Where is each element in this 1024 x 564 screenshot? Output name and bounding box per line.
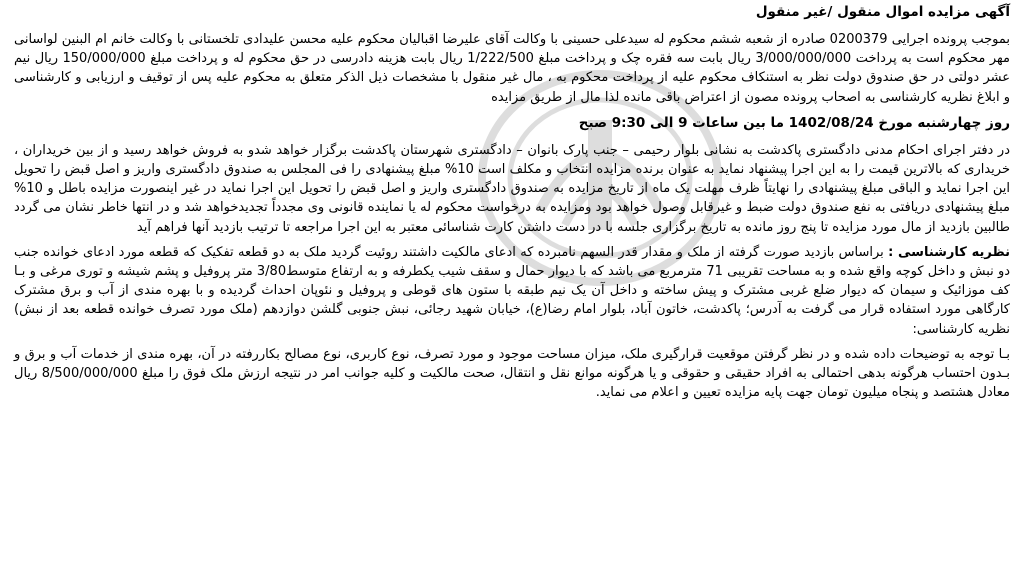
auction-date: روز چهارشنبه مورخ 1402/08/24 ما بین ساعات 9 الی 9:30 صبح bbox=[578, 114, 1010, 131]
notice-title: آگهی مزایده اموال منقول /غیر منقول bbox=[755, 4, 1010, 20]
expert-opinion-text: براساس بازدید صورت گرفته از ملک و مقدار قدر السهم نامبرده که ادعای مالکیت داشتند روئیت گردید ملک به دو قطعه تفکیک که قطعه مورد ادعای خوانده جنب دو نبش و داخل کوچه واقع شده و به مساحت تقریبی 71 مترمربع می باشد که با دیوار حمال و سقف شیب یکطرفه و به ارتفاع متوسط3/80 متر پروفیل و پشم شیشه و توری مرغی و بـا کف موزائیک و سیمان که دیوار ضلع غربی مشترک و پیش ساخته و داخل آن یک نیم طبقه با ستون های قوطی و پروفیل و نئوپان احداث گردیده و با بهره مندی از آب و برق مشترک کارگاهی مورد استفاده قرار می گرفت به آدرس؛ پاکدشت، خاتون آباد، بلوار امام رضا(ع)، خیابان شهید رجائی، نبش جنوبی گلشن دوازدهم (ملک مورد تصرف خوانده قطعه بعد از نبش) نظریه کارشناسی: bbox=[14, 244, 1011, 337]
expert-opinion-label: نظریه کارشناسی : bbox=[888, 244, 1010, 260]
expert-opinion-paragraph bbox=[14, 243, 1010, 339]
valuation-paragraph: بـا توجه به توضیحات داده شده و در نظر گرفتن موقعیت قرارگیری ملک، میزان مساحت موجود و مورد تصرف، نوع کاربری، نوع مصالح بکاررفته در آن، بهره مندی از خدمات آب و برق و بـدون احتساب هرگونه بدهی احتمالی به افراد حقیقی و حقوقی و یا هرگونه موانع نقل و انتقال، صحت مالکیت و کلیه جوانب امر در نتیجه ارزش ملک فوق را مبلغ 8/500/000/000 ریال معادل هشتصد و پنجاه میلیون تومان جهت پایه مزایده تعیین و اعلام می نماید. bbox=[14, 346, 1011, 401]
auction-conditions: در دفتر اجرای احکام مدنی دادگستری پاکدشت به نشانی بلوار رحیمی – جنب پارک بانوان – دادگستری شهرستان پاکدشت برگزار خواهد شدو به فروش خواهد رسید و از بین خریداران ، خریداری که بالاترین قیمت را به این اجرا پیشنهاد نماید به عنوان برنده مزایده انتخاب و مکلف است 10% مبلغ پیشنهادی را فی المجلس به صندوق دادگستری واریز و اصل قبض را تحویل این اجرا نماید و الباقی مبلغ پیشنهادی را نهایتاً ظرف مهلت یک ماه از تاریخ مزایده به صندوق دادگستری واریز و اصل قبض را تحویل این اجرا نماید در غیر اینصورت مزایده باطل و 10% مبلغ پیشنهادی دریافتی به نفع صندوق دولت ضبط و غیرقابل وصول خواهد بود ومزایده به درخواست محکوم له یا نماینده قانونی وی مجدداً تجدیدخواهد شد و در انتها خاطر نشان می گردد طالبین بازدید از مال مورد مزایده تا پنج روز مانده به تاریخ برگزاری جلسه با در دست داشتن کارت شناسائی معتبر به این اجرا مراجعه تا ترتیب بازدید آنها فراهم آید bbox=[14, 142, 1011, 235]
notice-intro: بموجب پرونده اجرایی 0200379 صادره از شعبه ششم محکوم له سیدعلی حسینی با وکالت آقای علیرضا اقبالیان محکوم علیه محسن علیدادی تلخستانی با وکالت خانم ام البنین لواسانی مهر محکوم است به پرداخت 3/000/000/000 ریال بابت سه فقره چک و پرداخت مبلغ 1/222/500 ریال بابت هزینه دادرسی در حق محکوم له و پرداخت مبلغ 150/000/000 ریال نیم عشر دولتی در حق صندوق دولت نظر به استنکاف محکوم علیه از پرداخت محکوم به ، مال غیر منقول با مشخصات ذیل الذکر متعلق به محکوم علیه پس از توقیف و ارزیابی و کارشناسی و ابلاغ نظریه کارشناسی به اصحاب پرونده مصون از اعتراض باقی مانده لذا مال از طریق مزایده bbox=[14, 32, 1010, 105]
